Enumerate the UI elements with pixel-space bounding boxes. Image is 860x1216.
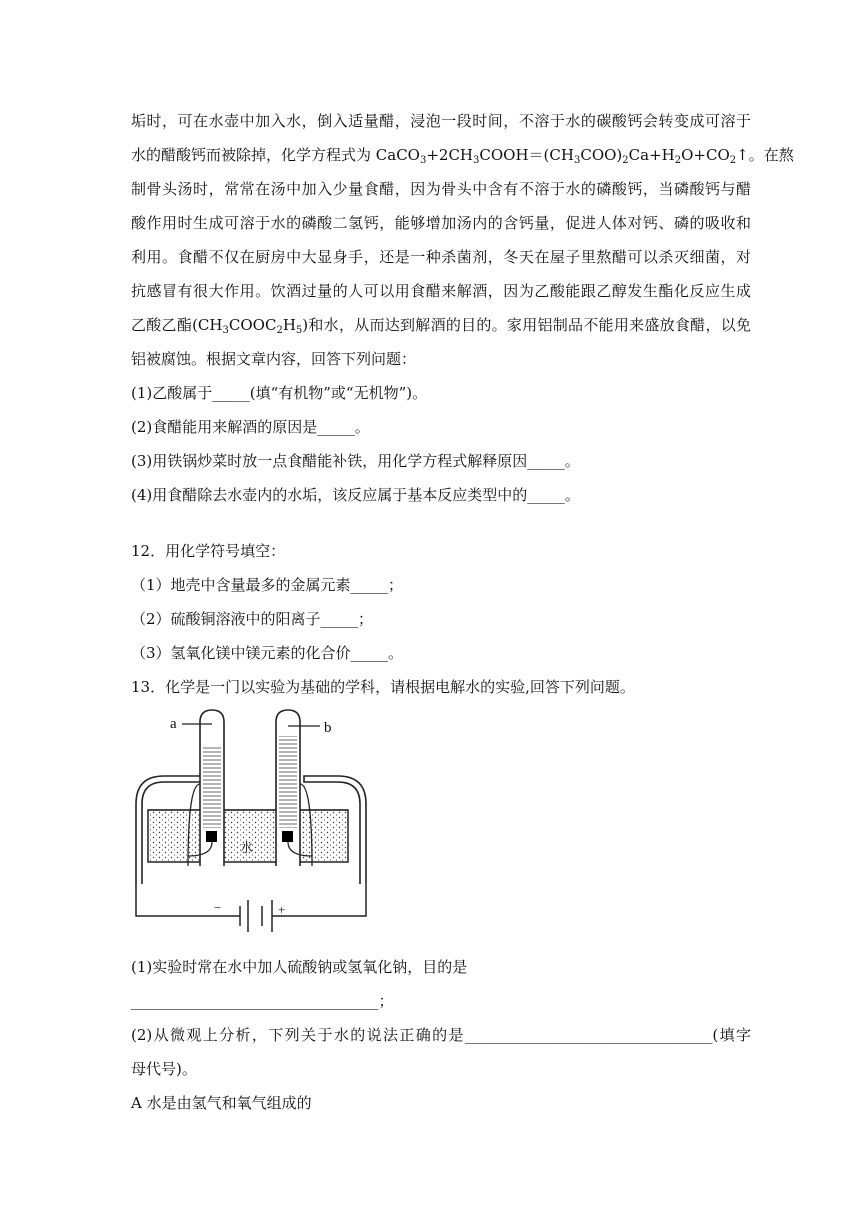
label-a: a	[170, 716, 177, 732]
q11-item-2: (2)食醋能用来解酒的原因是_____。	[131, 418, 370, 436]
label-water: 水	[240, 840, 254, 855]
passage-line-4: 酸作用时生成可溶于水的磷酸二氢钙，能够增加汤内的含钙量，促进人体对钙、磷的吸收和	[131, 214, 751, 232]
label-plus: +	[278, 902, 286, 917]
right-electrode	[282, 831, 293, 842]
q13-option-a: A 水是由氢气和氧气组成的	[131, 1094, 312, 1112]
q11-item-4: (4)用食醋除去水壶内的水垢，该反应属于基本反应类型中的_____。	[131, 486, 580, 504]
passage-line-1: 垢时，可在水壶中加入水，倒入适量醋，浸泡一段时间，不溶于水的碳酸钙会转变成可溶于	[131, 112, 751, 130]
passage-line-5: 利用。食醋不仅在厨房中大显身手，还是一种杀菌剂，冬天在屋子里熬醋可以杀灭细菌，对	[131, 248, 751, 266]
label-b: b	[324, 720, 332, 736]
label-minus: −	[214, 900, 222, 915]
left-electrode	[206, 831, 217, 842]
q13-item-2-line-1: (2)从微观上分析，下列关于水的说法正确的是_________________________________(填字	[131, 1026, 751, 1044]
passage-line-7: 乙酸乙酯$(CH_3COOC_2H_5)$和水，从而达到解酒的目的。家用铝制品不能用来盛放食醋，以免	[131, 316, 751, 336]
passage-line-6: 抗感冒有很大作用。饮酒过量的人可以用食醋来解酒，因为乙酸能跟乙醇发生酯化反应生成	[131, 282, 751, 300]
passage-line-2: 水的醋酸钙而被除掉，化学方程式为 $CaCO_3+2CH_3COOH=(CH_3COO)_2Ca+H_2O+CO_2↑$。在熬	[131, 146, 794, 166]
q13-title: 13．化学是一门以实验为基础的学科，请根据电解水的实验,回答下列问题。	[131, 678, 635, 696]
q13-item-2-line-2: 母代号)。	[131, 1060, 197, 1078]
q12-item-1: （1）地壳中含量最多的金属元素_____；	[131, 576, 404, 594]
passage-line-3: 制骨头汤时，常常在汤中加入少量食醋，因为骨头中含有不溶于水的磷酸钙，当磷酸钙与醋	[131, 180, 751, 198]
circuit-wire-right	[272, 884, 366, 916]
q13-item-1: (1)实验时常在水中加人硫酸钠或氢氧化钠，目的是	[131, 958, 468, 976]
q13-item-1-blank: _________________________________；	[131, 992, 394, 1010]
q11-item-3: (3)用铁锅炒菜时放一点食醋能补铁，用化学方程式解释原因_____。	[131, 452, 580, 470]
q12-item-3: （3）氢氧化镁中镁元素的化合价_____。	[131, 644, 404, 662]
battery-symbol	[240, 900, 272, 932]
electrolysis-apparatus-figure	[128, 706, 378, 936]
q11-item-1: (1)乙酸属于_____(填“有机物”或“无机物”)。	[131, 384, 428, 402]
q12-title: 12．用化学符号填空：	[131, 542, 286, 560]
circuit-wire-left	[136, 884, 240, 916]
q12-item-2: （2）硫酸铜溶液中的阳离子_____；	[131, 610, 374, 628]
passage-line-8: 铝被腐蚀。根据文章内容，回答下列问题：	[131, 350, 417, 368]
